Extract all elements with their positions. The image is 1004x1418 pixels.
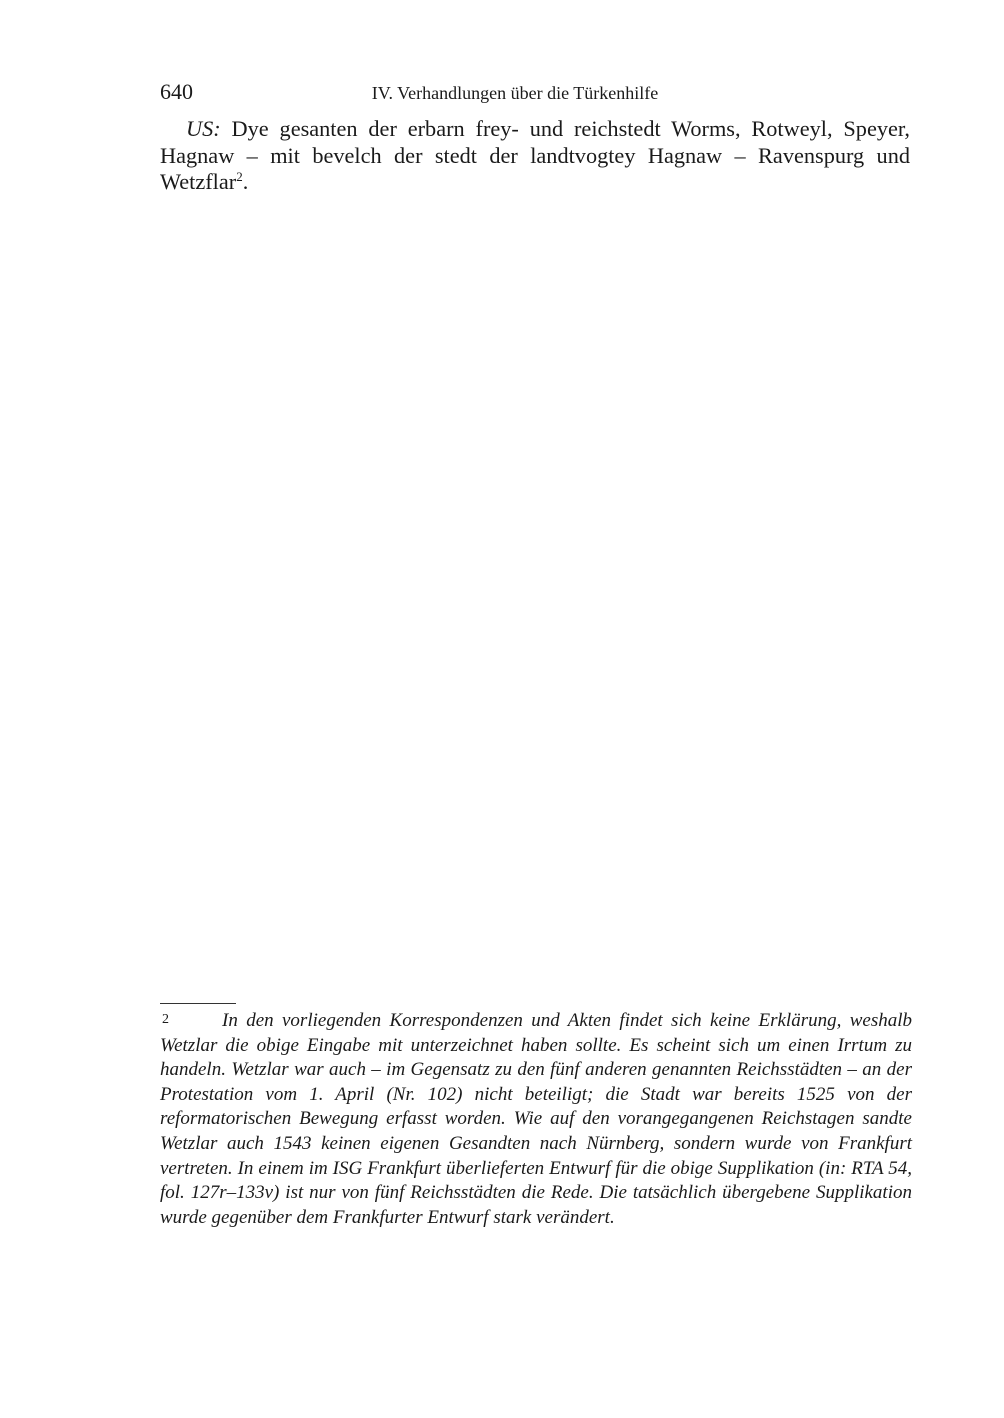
signature-label: US: <box>186 116 221 141</box>
footnote-number: 2 <box>162 1012 169 1027</box>
running-title: IV. Verhandlungen über die Türkenhilfe <box>371 83 659 103</box>
footnote-divider <box>160 1003 236 1004</box>
page-header <box>160 78 910 108</box>
sentence-end: . <box>242 169 249 194</box>
footnote <box>160 1008 912 1230</box>
page-number: 640 <box>160 79 193 104</box>
footnote-reference[interactable]: 2 <box>236 169 243 184</box>
footnote-text: In den vorliegenden Korrespondenzen und Akten findet sich keine Erklärung, weshalb Wetzlar die obige Eingabe mit unterzeichnet haben sollte. Es scheint sich um einen Irrtum zu handeln. Wetzlar war auch – im Gegensatz zu den fünf anderen genannten Reichsstädten – an der Protestation vom 1. April (Nr. 102) nicht beteiligt; die Stadt war bereits 1525 von der reformatorischen Bewegung erfasst worden. Wie auf den vorangegangenen Reichstagen sandte Wetzlar auch 1543 keinen eigenen Gesandten nach Nürnberg, sondern wurde von Frankfurt vertreten. In einem im ISG Frankfurt überlieferten Entwurf für die obige Supplikation (in: RTA 54, fol. 127r–133v) ist nur von fünf Reichsstädten die Rede. Die tatsächlich übergebene Supplikation wurde gegenüber dem Frankfurter Entwurf stark verändert. <box>160 1010 912 1228</box>
signature-text: Dye gesanten der erbarn frey- und reichstedt Worms, Rotweyl, Speyer, Hagnaw – mit bevelch der stedt der landtvogtey Hagnaw – Ravenspurg und Wetzflar <box>160 116 910 194</box>
body-paragraph <box>160 116 910 196</box>
